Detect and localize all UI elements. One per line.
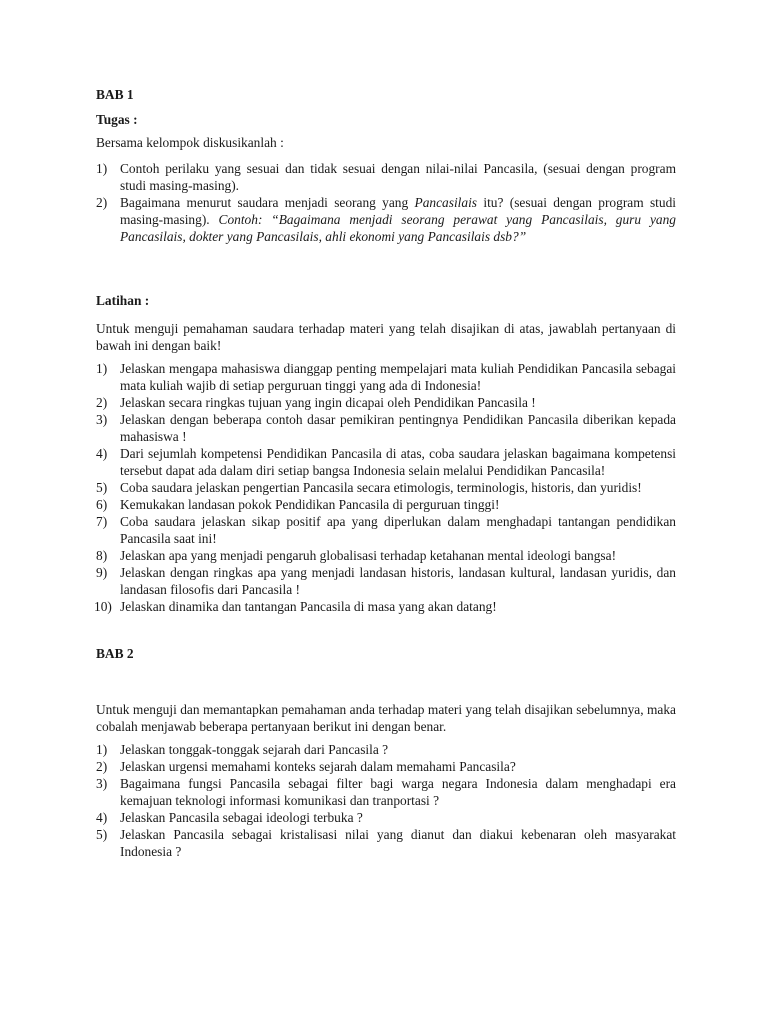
list-text: Bagaimana fungsi Pancasila sebagai filter bagi warga negara Indonesia dalam menghadapi era kemajuan teknologi informasi komunikasi dan tranportasi ?: [120, 776, 676, 808]
list-number: 8): [96, 548, 108, 563]
list-item: [96, 547, 676, 564]
list-number: 5): [96, 480, 108, 495]
list-text: Jelaskan dinamika dan tantangan Pancasila di masa yang akan datang!: [120, 599, 497, 614]
list-number: 2): [96, 759, 108, 774]
list-item: [96, 758, 676, 775]
tugas-list: [96, 160, 676, 245]
list-number: 3): [96, 412, 108, 427]
list-number: 2): [96, 395, 108, 410]
list-item: [96, 160, 676, 194]
document-page: [96, 86, 676, 860]
bab2-list: [96, 741, 676, 860]
list-text: Jelaskan dengan beberapa contoh dasar pemikiran pentingnya Pendidikan Pancasila diberikan kepada mahasiswa !: [120, 412, 676, 444]
list-text: Jelaskan mengapa mahasiswa dianggap penting mempelajari mata kuliah Pendidikan Pancasila sebagai mata kuliah wajib di setiap perguruan tinggi yang ada di Indonesia!: [120, 361, 676, 393]
list-number: 3): [96, 776, 108, 791]
list-item: [96, 513, 676, 547]
list-item: [96, 479, 676, 496]
list-text-italic: Pancasilais: [414, 195, 478, 210]
list-item: [96, 564, 676, 598]
list-number: 4): [96, 446, 108, 461]
list-item: [96, 809, 676, 826]
list-item: [96, 411, 676, 445]
list-number: 1): [96, 361, 108, 376]
list-text: Contoh perilaku yang sesuai dan tidak sesuai dengan nilai-nilai Pancasila, (sesuai dengan program studi masing-masing).: [120, 161, 676, 193]
list-number: 7): [96, 514, 108, 529]
tugas-label: Tugas :: [96, 112, 138, 127]
list-item: [96, 394, 676, 411]
list-text: Jelaskan tonggak-tonggak sejarah dari Pancasila ?: [120, 742, 389, 757]
list-item: [96, 826, 676, 860]
list-text: Jelaskan dengan ringkas apa yang menjadi landasan historis, landasan kultural, landasan yuridis, dan landasan filosofis dari Pancasila !: [120, 565, 676, 597]
bab2-intro: Untuk menguji dan memantapkan pemahaman anda terhadap materi yang telah disajikan sebelumnya, maka cobalah menjawab beberapa pertanyaan berikut ini dengan benar.: [96, 702, 676, 734]
list-item: [96, 496, 676, 513]
list-text: Jelaskan Pancasila sebagai kristalisasi nilai yang dianut dan diakui kebenaran oleh masyarakat Indonesia ?: [120, 827, 676, 859]
list-item: [96, 598, 676, 615]
list-number: 1): [96, 742, 108, 757]
list-number: 2): [96, 195, 108, 210]
list-number: 4): [96, 810, 108, 825]
list-text: Kemukakan landasan pokok Pendidikan Pancasila di perguruan tinggi!: [120, 497, 500, 512]
list-text: Dari sejumlah kompetensi Pendidikan Pancasila di atas, coba saudara jelaskan bagaimana kompetensi tersebut dapat ada dalam diri setiap bangsa Indonesia selain melalui Pendidikan Pancasila!: [120, 446, 676, 478]
list-text: Bagaimana menurut saudara menjadi seorang yang: [120, 195, 415, 210]
list-text: itu? (sesuai dengan program studi masing-masing).: [120, 195, 677, 227]
list-item: [96, 360, 676, 394]
list-text: Jelaskan apa yang menjadi pengaruh globalisasi terhadap ketahanan mental ideologi bangsa!: [120, 548, 617, 563]
bab2-heading: BAB 2: [96, 646, 134, 661]
list-number: 5): [96, 827, 108, 842]
list-item: [96, 445, 676, 479]
list-number: 10): [94, 599, 112, 614]
list-text: Coba saudara jelaskan sikap positif apa yang diperlukan dalam menghadapi tantangan pendidikan Pancasila saat ini!: [120, 514, 676, 546]
list-text: Coba saudara jelaskan pengertian Pancasila secara etimologis, terminologis, historis, dan yuridis!: [120, 480, 642, 495]
bab1-heading: BAB 1: [96, 87, 134, 102]
list-text: Jelaskan urgensi memahami konteks sejarah dalam memahami Pancasila?: [120, 759, 516, 774]
latihan-intro: Untuk menguji pemahaman saudara terhadap materi yang telah disajikan di atas, jawablah pertanyaan di bawah ini dengan baik!: [96, 321, 676, 353]
list-number: 9): [96, 565, 108, 580]
list-text: Jelaskan secara ringkas tujuan yang ingin dicapai oleh Pendidikan Pancasila !: [120, 395, 536, 410]
list-text: Jelaskan Pancasila sebagai ideologi terbuka ?: [120, 810, 363, 825]
latihan-list: [96, 360, 676, 615]
example-text: Contoh: “Bagaimana menjadi seorang perawat yang Pancasilais, guru yang Pancasilais, dokter yang Pancasilais, ahli ekonomi yang Pancasilais dsb?”: [120, 212, 676, 244]
list-item: [96, 194, 676, 245]
tugas-intro: Bersama kelompok diskusikanlah :: [96, 135, 284, 150]
list-item: [96, 775, 676, 809]
list-item: [96, 741, 676, 758]
list-number: 1): [96, 161, 108, 176]
list-number: 6): [96, 497, 108, 512]
latihan-label: Latihan :: [96, 293, 150, 308]
